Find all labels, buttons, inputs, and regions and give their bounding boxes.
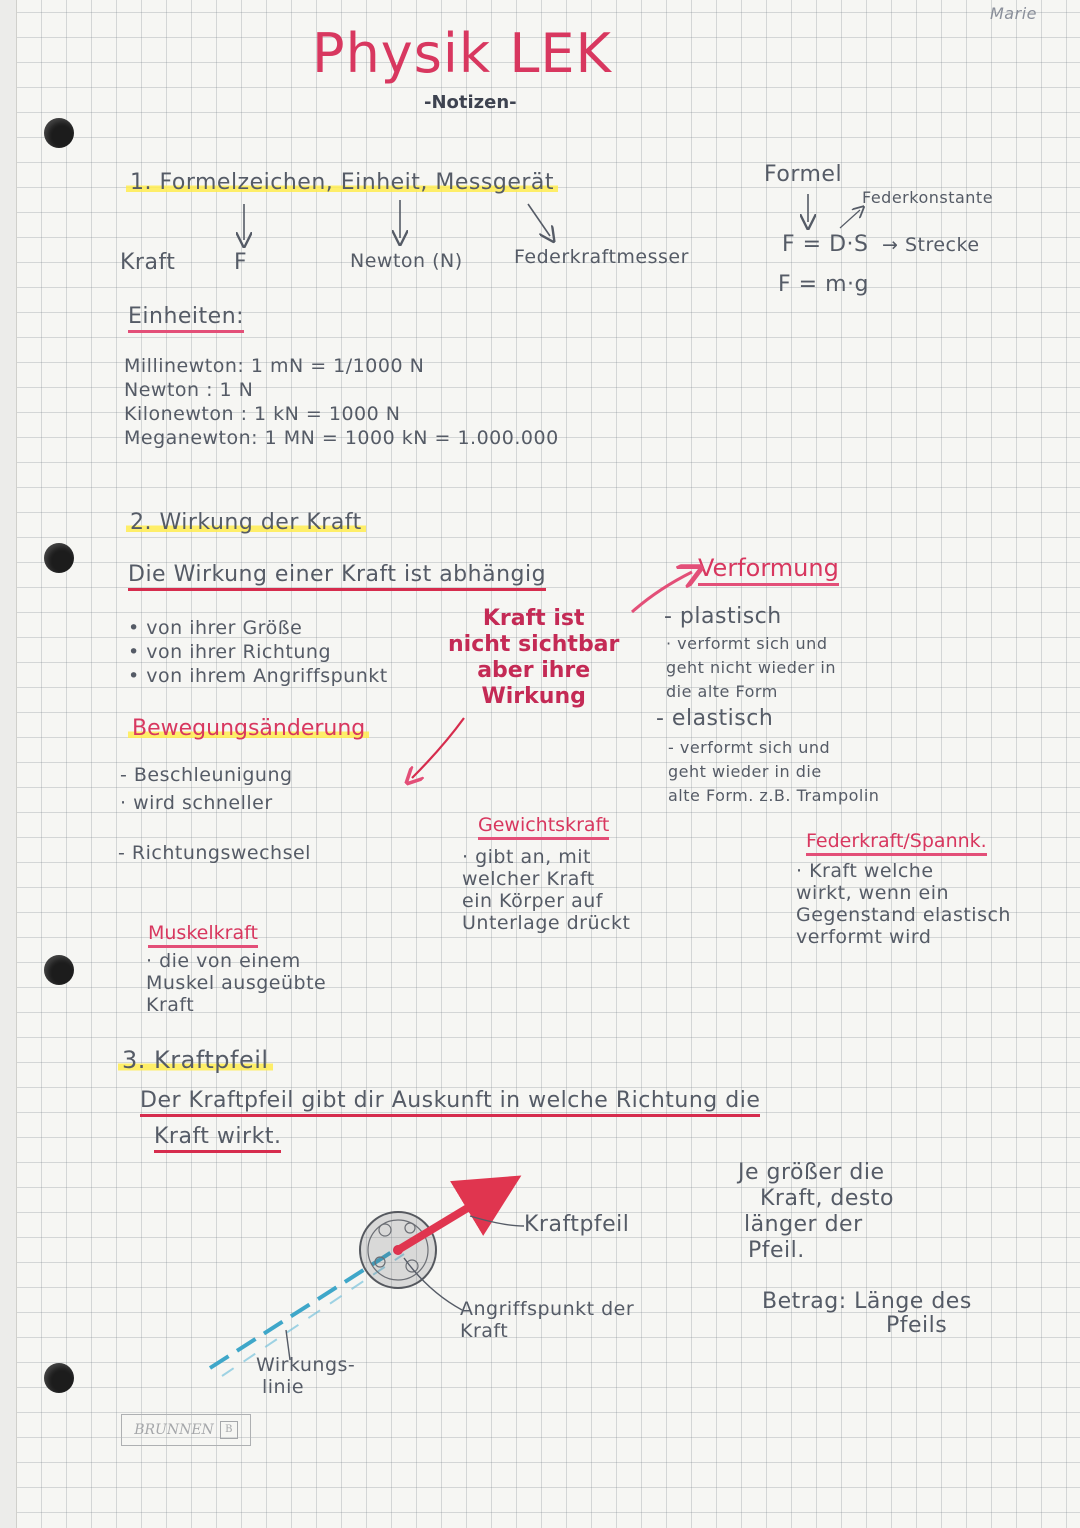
desc-line: Gegenstand elastisch [796, 904, 1011, 926]
callout-line: Kraft ist [482, 606, 585, 631]
desc-line: · die von einem [146, 950, 301, 972]
desc-line: geht wieder in die [668, 762, 822, 781]
callout-line: nicht sichtbar [448, 632, 620, 657]
desc-line: Unterlage drückt [462, 912, 631, 934]
label-force-arrow: Kraftpfeil [524, 1212, 630, 1237]
arrow-to-deformation [632, 572, 692, 612]
desc-line: Wirkungs- [256, 1354, 356, 1376]
motion-item: - Richtungswechsel [118, 842, 311, 864]
desc-line: Kraft, desto [760, 1186, 894, 1211]
desc-line: welcher Kraft [462, 868, 595, 890]
deformation-heading: Verformung [698, 554, 839, 586]
desc-line: verformt wird [796, 926, 932, 948]
brand-text: BRUNNEN [134, 1422, 214, 1438]
section3-heading: 3. Kraftpfeil [118, 1046, 273, 1074]
desc-line: Betrag: Länge des [762, 1289, 972, 1314]
desc-line: die alte Form [666, 682, 778, 701]
desc-line: alte Form. z.B. Trampolin [668, 786, 880, 805]
spring-constant-label: Federkonstante [862, 188, 994, 207]
desc-line: Kraft [460, 1320, 509, 1342]
pointer-line-of-action [286, 1330, 290, 1360]
unit-label: Newton (N) [350, 250, 463, 272]
author-name: Marie [990, 4, 1037, 23]
desc-line: linie [262, 1376, 305, 1398]
formula-1: F = D·S [782, 232, 869, 257]
unit-row: Meganewton: 1 MN = 1000 kN = 1.000.000 [124, 427, 559, 449]
section1-heading: 1. Formelzeichen, Einheit, Messgerät [126, 170, 558, 195]
page-subtitle: -Notizen- [424, 92, 517, 113]
desc-line: · Kraft welche [796, 860, 934, 882]
spring-force-heading: Federkraft/Spannk. [806, 830, 987, 856]
section2-heading: 2. Wirkung der Kraft [126, 510, 366, 535]
unit-row: Millinewton: 1 mN = 1/1000 N [124, 355, 425, 377]
motion-item: · wird schneller [120, 792, 273, 814]
desc-line: geht nicht wieder in [666, 658, 837, 677]
instrument-label: Federkraftmesser [514, 246, 689, 268]
brand-mark-icon: B [220, 1421, 238, 1439]
plastic-label: - plastisch [664, 604, 782, 629]
desc-line: Je größer die [738, 1160, 885, 1185]
muscle-heading: Muskelkraft [148, 922, 258, 948]
unit-row: Kilonewton : 1 kN = 1000 N [124, 403, 401, 425]
unit-row: Newton : 1 N [124, 379, 254, 401]
desc-line: · gibt an, mit [462, 846, 591, 868]
arrow-to-spring-constant [840, 210, 860, 228]
statement-line-1: Der Kraftpfeil gibt dir Auskunft in welche Richtung die [140, 1088, 760, 1117]
symbol-label: F [234, 250, 248, 275]
dependency-statement: Die Wirkung einer Kraft ist abhängig [128, 562, 546, 591]
desc-line: Muskel ausgeübte [146, 972, 327, 994]
arrow-to-motion [412, 718, 464, 778]
quantity-label: Kraft [120, 250, 176, 275]
distance-label: → Strecke [882, 234, 980, 256]
dependency-item: • von ihrer Größe [128, 617, 303, 639]
dependency-item: • von ihrem Angriffspunkt [128, 665, 388, 687]
formula-2: F = m·g [778, 272, 869, 297]
formula-label: Formel [764, 162, 843, 187]
motion-item: - Beschleunigung [120, 764, 293, 786]
dependency-item: • von ihrer Richtung [128, 641, 332, 663]
elastic-label: - elastisch [656, 706, 774, 731]
desc-line: länger der [744, 1212, 863, 1237]
desc-line: Pfeil. [748, 1238, 805, 1263]
desc-line: · verformt sich und [666, 634, 828, 653]
weight-heading: Gewichtskraft [478, 814, 609, 840]
statement-line-2: Kraft wirkt. [154, 1124, 281, 1153]
arrow-down [528, 204, 550, 236]
motion-heading: Bewegungsänderung [128, 716, 369, 741]
title-text: Physik LEK [312, 22, 612, 85]
callout-line: Wirkung [481, 684, 586, 709]
desc-line: Angriffspunkt der [460, 1298, 635, 1320]
desc-line: wirkt, wenn ein [796, 882, 950, 904]
desc-line: Pfeils [886, 1313, 948, 1338]
units-heading: Einheiten: [128, 304, 244, 333]
callout-line: aber ihre [477, 658, 591, 683]
desc-line: - verformt sich und [668, 738, 831, 757]
desc-line: Kraft [146, 994, 195, 1016]
pointer-force-arrow [470, 1216, 524, 1226]
desc-line: ein Körper auf [462, 890, 603, 912]
